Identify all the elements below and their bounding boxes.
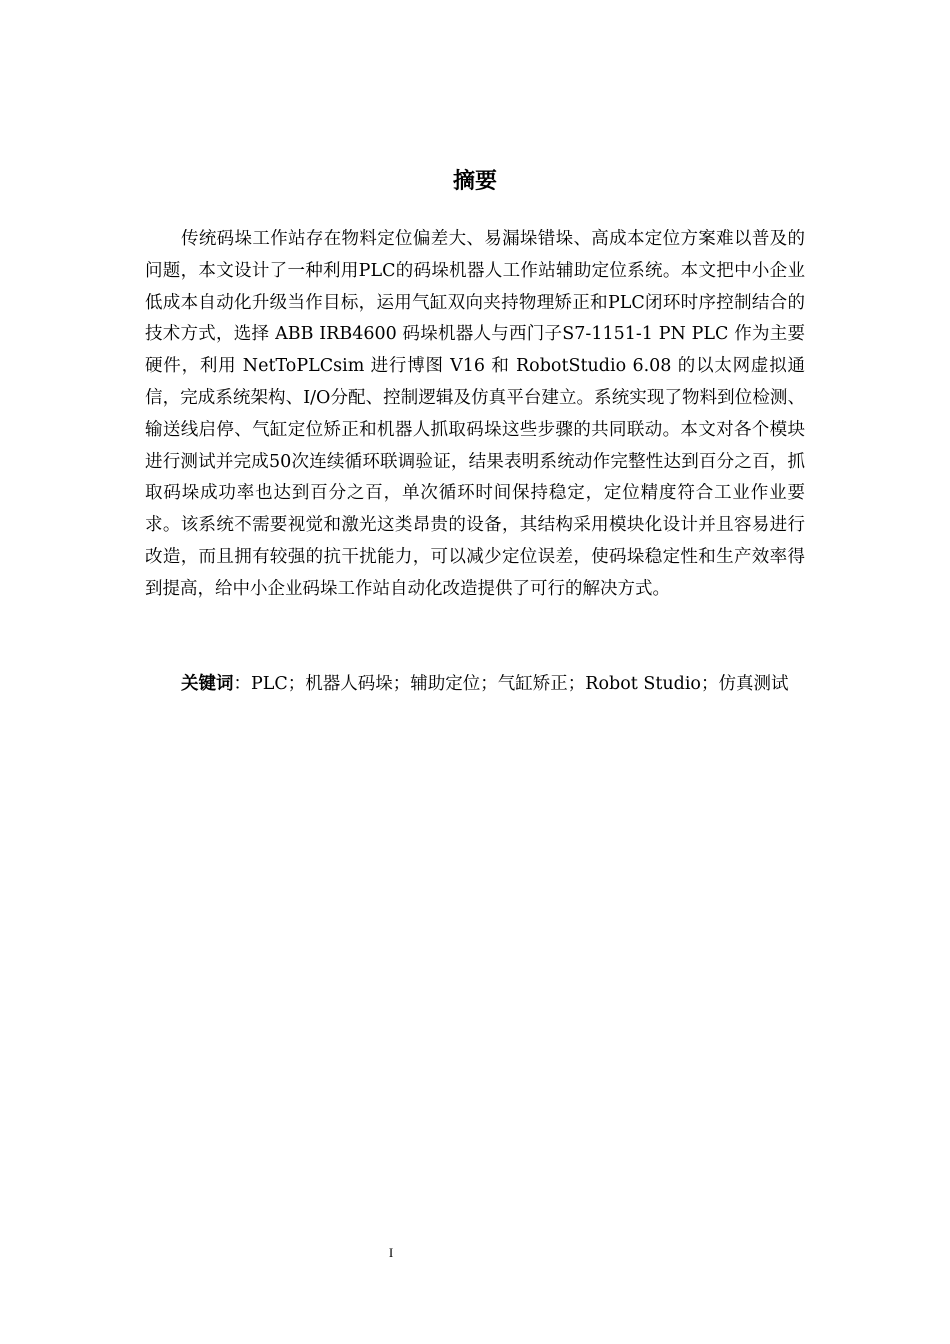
abstract-body: 传统码垛工作站存在物料定位偏差大、易漏垛错垛、高成本定位方案难以普及的问题，本文设计了一种利用PLC的码垛机器人工作站辅助定位系统。本文把中小企业低成本自动化升级当作目标，运用气缸双向夹持物理矫正和PLC闭环时序控制结合的技术方式，选择 ABB IRB4600 码垛机器人与西门子S7-1151-1 PN PLC 作为主要硬件，利用 NetToPLCsim 进行博图 V16 和 RobotStudio 6.08 的以太网虚拟通信，完成系统架构、I/O分配、控制逻辑及仿真平台建立。系统实现了物料到位检测、输送线启停、气缸定位矫正和机器人抓取码垛这些步骤的共同联动。本文对各个模块进行测试并完成50次连续循环联调验证，结果表明系统动作完整性达到百分之百，抓取码垛成功率也达到百分之百，单次循环时间保持稳定，定位精度符合工业作业要求。该系统不需要视觉和激光这类昂贵的设备，其结构采用模块化设计并且容易进行改造，而且拥有较强的抗干扰能力，可以减少定位误差，使码垛稳定性和生产效率得到提高，给中小企业码垛工作站自动化改造提供了可行的解决方式。	[145, 229, 805, 599]
keywords-line	[145, 669, 805, 701]
keywords-list: PLC；机器人码垛；辅助定位；气缸矫正；Robot Studio；仿真测试	[251, 674, 789, 694]
keywords-label: 关键词	[181, 674, 234, 694]
page-number: I	[388, 1245, 394, 1260]
abstract-title: 摘要	[452, 169, 497, 194]
keywords-separator: ：	[233, 674, 251, 694]
